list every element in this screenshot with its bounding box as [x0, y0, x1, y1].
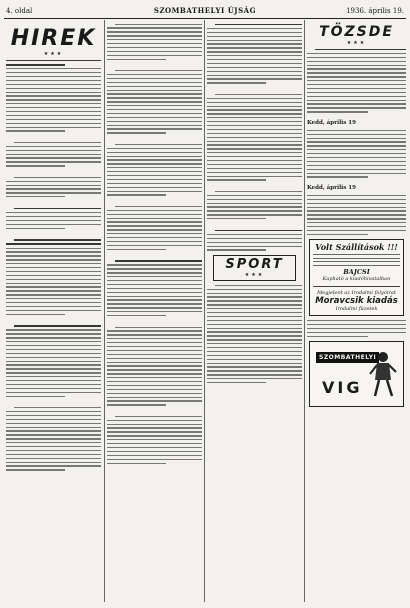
page-number: 4. oldal	[6, 7, 33, 15]
column-3	[207, 21, 302, 602]
ad-line: Megjelent az Irodalmi folyóirat	[317, 289, 396, 296]
article-text	[307, 49, 406, 236]
masthead	[6, 5, 404, 17]
article-text	[207, 24, 302, 251]
figure-illustration-icon	[369, 350, 397, 398]
sport-section-header	[213, 255, 296, 281]
section-title-sport: SPORT	[225, 256, 284, 272]
masthead-rule	[4, 18, 406, 19]
market-subheading: Kedd, április 19	[307, 120, 356, 127]
section-stars: ★★★	[346, 40, 367, 46]
section-title-tozsde: TÖZSDE	[319, 24, 394, 40]
section-stars: ★★★	[43, 51, 64, 57]
column-divider	[204, 20, 205, 602]
article-text	[307, 320, 406, 337]
cinema-name: SZOMBATHELYI	[316, 352, 379, 363]
ad-sub: Irodalmi füzetek	[335, 305, 378, 312]
advertisement-box	[309, 239, 404, 316]
section-title-hirek: HIREK	[10, 26, 97, 51]
article-text	[207, 285, 302, 384]
cinema-vig-label: VIG	[322, 377, 363, 397]
cinema-advertisement	[309, 341, 404, 407]
ad-body: Kapható a kiadóhivatalban	[322, 275, 391, 282]
column-divider	[104, 20, 105, 602]
market-subheading: Kedd, április 19	[307, 185, 356, 192]
issue-date: 1936. április 19.	[346, 7, 404, 15]
article-text	[107, 24, 202, 464]
section-stars: ★★★	[244, 271, 265, 278]
ad-brand: BAJCSI	[343, 267, 370, 276]
column-divider	[304, 20, 305, 602]
column-4	[307, 21, 406, 602]
ad-headline: Volt Szállítások !!!	[315, 242, 398, 253]
column-2	[107, 21, 202, 602]
ad-brand: Moravcsik kiadás	[315, 295, 398, 306]
article-text	[6, 60, 101, 471]
ad-text	[313, 254, 400, 265]
column-1	[6, 21, 101, 602]
paper-title: SZOMBATHELYI ÚJSÁG	[153, 6, 257, 15]
